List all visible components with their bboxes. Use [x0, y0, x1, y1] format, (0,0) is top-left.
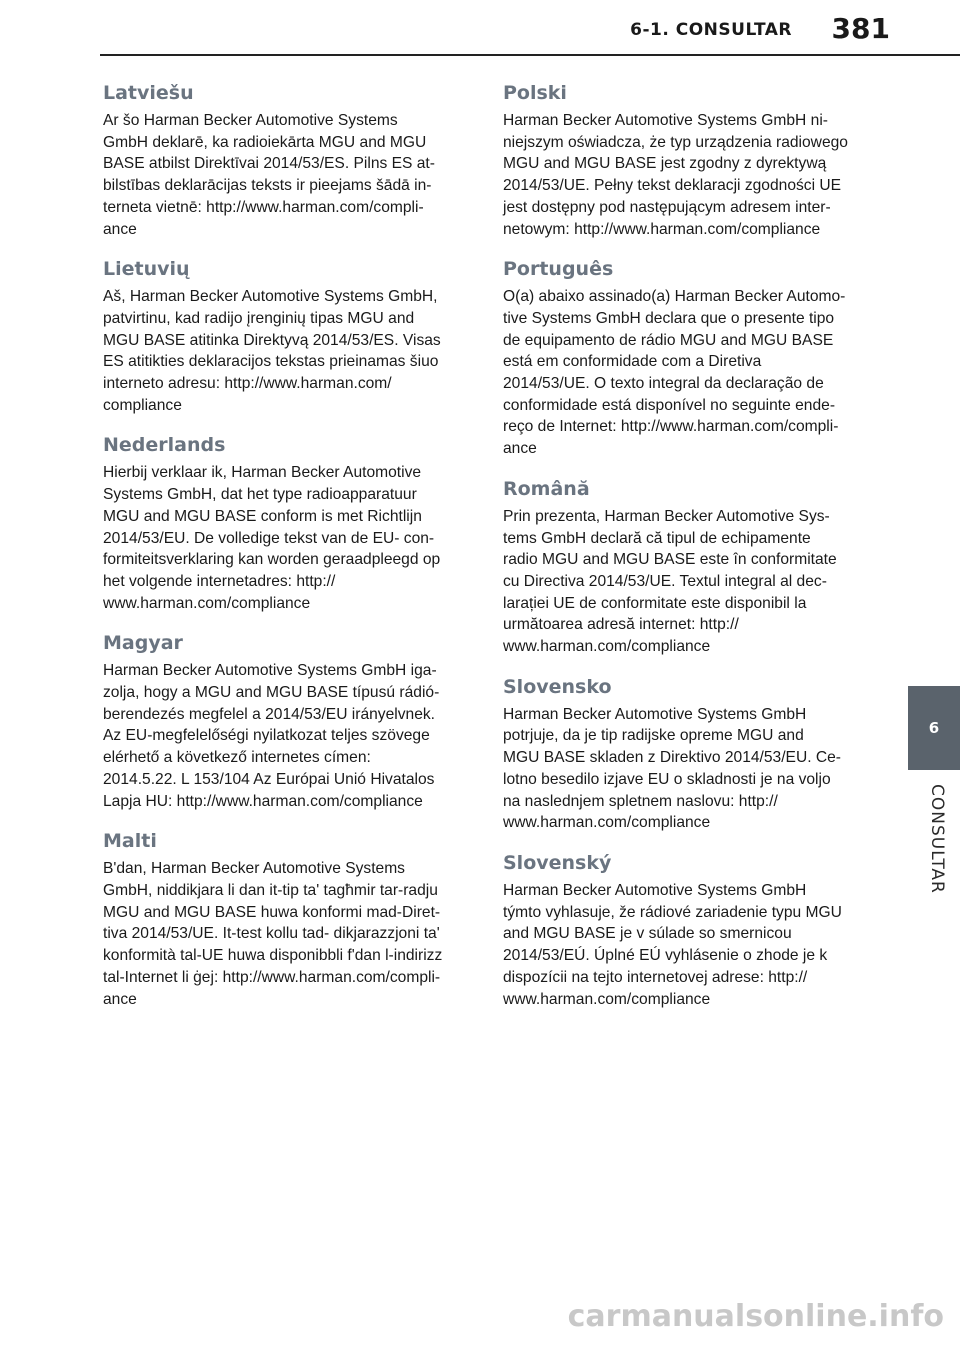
- body-line: www.harman.com/compliance: [103, 594, 311, 612]
- section-body: [503, 704, 863, 834]
- language-section: [103, 82, 463, 240]
- section-heading: Română: [503, 477, 590, 500]
- body-line: patvirtinu, kad radijo įrenginių tipas MGU and: [103, 309, 415, 327]
- body-line: dispozícii na tejto internetovej adrese: http://: [503, 968, 808, 986]
- body-line: está em conformidade com a Diretiva: [503, 353, 762, 371]
- body-line: netowym: http://www.harman.com/compliance: [503, 220, 821, 238]
- body-line: www.harman.com/compliance: [503, 638, 711, 656]
- body-line: Systems GmbH, dat het type radioapparatuur: [103, 486, 417, 504]
- body-line: de equipamento de rádio MGU and MGU BASE: [503, 331, 834, 349]
- chapter-tab: [908, 686, 960, 770]
- section-body: [503, 110, 863, 240]
- body-line: ance: [103, 990, 137, 1008]
- section-body: [103, 462, 463, 614]
- body-line: Harman Becker Automotive Systems GmbH iga-: [103, 662, 437, 680]
- body-line: Harman Becker Automotive Systems GmbH ni-: [503, 112, 828, 129]
- language-section: [503, 676, 863, 834]
- body-line: MGU and MGU BASE huwa konformi mad-Diret-: [103, 903, 441, 921]
- language-section: [103, 258, 463, 416]
- body-line: týmto vyhlasuje, že rádiové zariadenie typu MGU: [503, 903, 842, 921]
- body-line: 2014/53/UE. O texto integral da declaração de: [503, 375, 824, 393]
- body-line: conformidade está disponível no seguinte ende-: [503, 396, 836, 414]
- body-line: compliance: [103, 396, 182, 414]
- body-line: cu Directiva 2014/53/UE. Textul integral al dec-: [503, 572, 827, 590]
- section-body: [103, 286, 463, 416]
- body-line: Az EU-megfelelőségi nyilatkozat teljes szövege: [103, 727, 430, 745]
- body-line: 2014/53/EÚ. Úplné EÚ vyhlásenie o zhode je k: [503, 947, 828, 965]
- body-line: elérhető a következő internetes címen:: [103, 749, 371, 767]
- language-section: [103, 830, 463, 1010]
- body-line: na naslednjem spletnem naslovu: http://: [503, 792, 778, 810]
- body-line: MGU BASE skladen z Direktivo 2014/53/EU. Ce-: [503, 749, 841, 767]
- chapter-tab-label: CONSULTAR: [927, 784, 947, 894]
- body-line: formiteitsverklaring kan worden geraadpleegd op: [103, 551, 441, 569]
- body-line: niejszym oświadcza, że typ urządzenia radiowego: [503, 133, 848, 151]
- section-heading: Slovensko: [503, 675, 612, 698]
- body-line: GmbH, niddikjara li dan it-tip ta' tagħmir tar-radju: [103, 881, 438, 899]
- section-heading: Magyar: [103, 632, 183, 655]
- section-body: [103, 858, 463, 1010]
- body-line: berendezés megfelel a 2014/53/EU irányelvnek.: [103, 705, 436, 723]
- page-header: [0, 0, 960, 62]
- body-line: ES atitikties deklaracijos tekstas prieinamas šiuo: [103, 353, 439, 371]
- body-line: bilstības deklarācijas teksts ir pieejams šādā in-: [103, 177, 432, 195]
- language-section: [503, 478, 863, 658]
- section-body: [103, 660, 463, 812]
- body-line: and MGU BASE je v súlade so smernicou: [503, 925, 792, 943]
- body-line: het volgende internetadres: http://: [103, 572, 336, 590]
- section-body: [503, 506, 863, 658]
- section-heading: Malti: [103, 830, 157, 853]
- body-line: terneta vietnē: http://www.harman.com/compli-: [103, 198, 424, 216]
- language-section: [503, 82, 863, 240]
- right-column: [503, 82, 863, 1028]
- body-line: B'dan, Harman Becker Automotive Systems: [103, 860, 405, 878]
- body-line: Prin prezenta, Harman Becker Automotive Sys-: [503, 507, 830, 525]
- body-line: Harman Becker Automotive Systems GmbH: [503, 881, 807, 899]
- section-body: [103, 110, 463, 240]
- chapter-title: 6-1. CONSULTAR: [630, 20, 792, 40]
- language-section: [103, 632, 463, 812]
- body-line: konformità tal-UE huwa disponibbli f'dan l-indirizz: [103, 947, 443, 965]
- body-line: potrjuje, da je tip radijske opreme MGU and: [503, 727, 804, 745]
- body-line: 2014.5.22. L 153/104 Az Európai Unió Hivatalos: [103, 770, 435, 788]
- body-line: ance: [103, 220, 137, 238]
- watermark: carmanualsonline.info: [567, 1299, 944, 1334]
- body-line: jest dostępny pod następującym adresem inter-: [503, 198, 831, 216]
- body-line: 2014/53/EU. De volledige tekst van de EU- con-: [103, 529, 435, 547]
- body-line: tal-Internet li ġej: http://www.harman.com/compli-: [103, 968, 441, 986]
- body-line: O(a) abaixo assinado(a) Harman Becker Automo-: [503, 288, 846, 306]
- page-number: 381: [831, 12, 890, 45]
- body-line: MGU and MGU BASE jest zgodny z dyrektywą: [503, 155, 827, 173]
- body-line: reço de Internet: http://www.harman.com/compli-: [503, 418, 839, 436]
- section-heading: Slovenský: [503, 851, 612, 874]
- body-line: ance: [503, 440, 537, 458]
- body-line: lotno besedilo izjave EU o skladnosti je na voljo: [503, 770, 831, 788]
- body-line: interneto adresu: http://www.harman.com/: [103, 375, 392, 393]
- body-line: tems GmbH declară că tipul de echipamente: [503, 529, 811, 547]
- section-heading: Latviešu: [103, 82, 194, 104]
- body-line: 2014/53/UE. Pełny tekst deklaracji zgodności UE: [503, 177, 842, 195]
- body-line: următoarea adresă internet: http://: [503, 616, 739, 634]
- body-line: zolja, hogy a MGU and MGU BASE típusú rádió-: [103, 684, 440, 702]
- body-line: Harman Becker Automotive Systems GmbH: [503, 705, 807, 723]
- section-heading: Português: [503, 258, 614, 281]
- language-section: [103, 434, 463, 614]
- body-line: www.harman.com/compliance: [503, 990, 711, 1008]
- body-line: Hierbij verklaar ik, Harman Becker Automotive: [103, 464, 422, 482]
- body-line: MGU and MGU BASE conform is met Richtlijn: [103, 507, 422, 525]
- section-heading: Lietuvių: [103, 258, 190, 281]
- header-rule: [100, 54, 960, 56]
- body-line: tive Systems GmbH declara que o presente tipo: [503, 309, 835, 327]
- section-heading: Polski: [503, 82, 567, 104]
- left-column: [103, 82, 463, 1028]
- body-line: www.harman.com/compliance: [503, 814, 711, 832]
- body-line: larației UE de conformitate este disponibil la: [503, 594, 807, 612]
- section-body: [503, 286, 863, 460]
- body-line: Aš, Harman Becker Automotive Systems GmbH,: [103, 288, 438, 306]
- body-line: tiva 2014/53/UE. It-test kollu tad- dikjarazzjoni ta': [103, 925, 440, 943]
- section-body: [503, 880, 863, 1010]
- body-line: MGU BASE atitinka Direktyvą 2014/53/ES. Visas: [103, 331, 441, 349]
- body-line: radio MGU and MGU BASE este în conformitate: [503, 551, 837, 569]
- body-line: Ar šo Harman Becker Automotive Systems: [103, 112, 398, 129]
- body-line: GmbH deklarē, ka radioiekārta MGU and MGU: [103, 133, 427, 151]
- body-line: Lapja HU: http://www.harman.com/compliance: [103, 792, 423, 810]
- chapter-tab-number: 6: [928, 719, 940, 737]
- language-section: [503, 258, 863, 460]
- body-line: BASE atbilst Direktīvai 2014/53/ES. Pilns ES at-: [103, 155, 435, 173]
- section-heading: Nederlands: [103, 434, 226, 457]
- language-section: [503, 852, 863, 1010]
